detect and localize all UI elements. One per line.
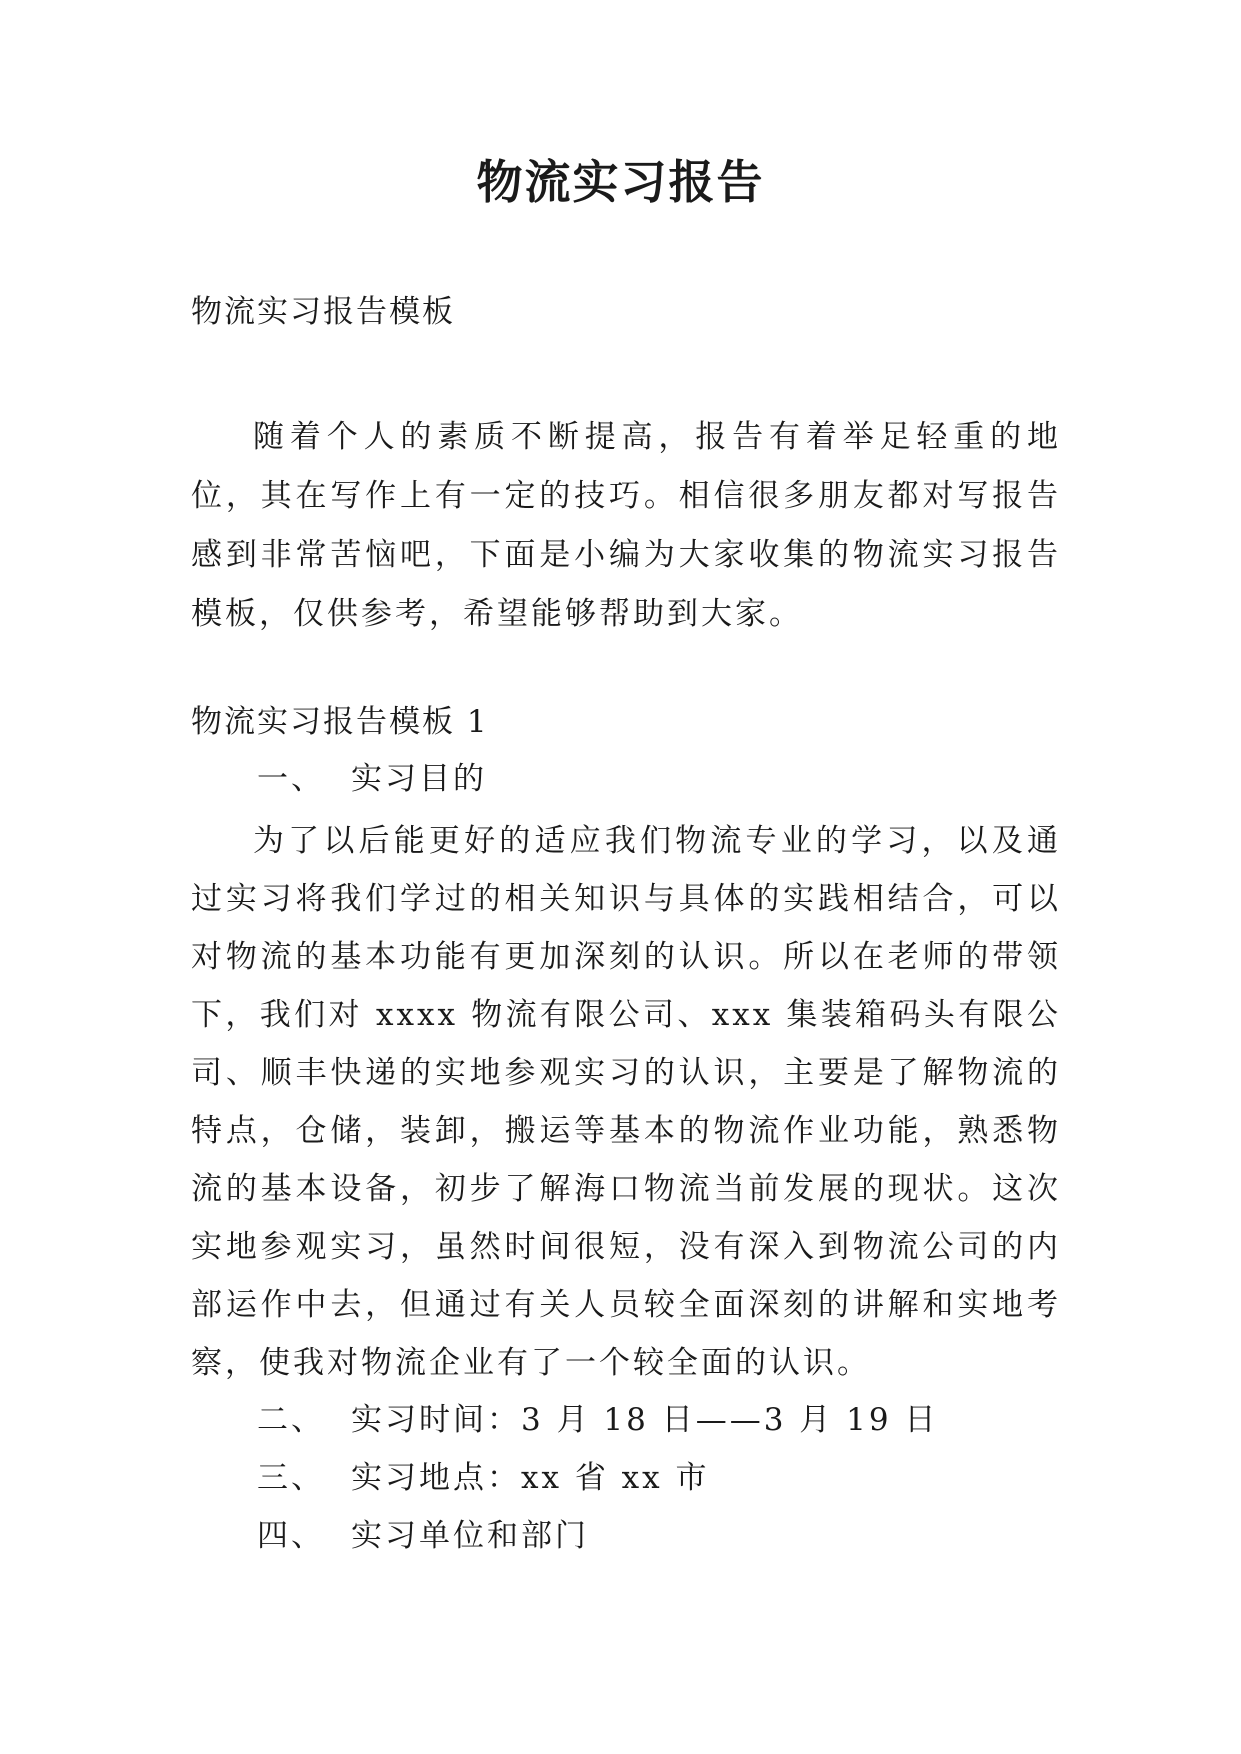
item-number: 四、 [257, 1518, 325, 1554]
item-number: 三、 [257, 1460, 325, 1496]
intro-paragraph: 随着个人的素质不断提高，报告有着举足轻重的地位，其在写作上有一定的技巧。相信很多朋友都对写报告感到非常苦恼吧，下面是小编为大家收集的物流实习报告模板，仅供参考，希望能够帮助到大家。 [191, 419, 1061, 632]
item-text: 实习目的 [351, 761, 487, 797]
item-number: 二、 [257, 1402, 325, 1438]
document-subtitle: 物流实习报告模板 [191, 294, 455, 330]
item-text: 实习单位和部门 [351, 1518, 589, 1554]
item-number: 一、 [257, 761, 325, 797]
purpose-paragraph: 为了以后能更好的适应我们物流专业的学习，以及通过实习将我们学过的相关知识与具体的实践相结合，可以对物流的基本功能有更加深刻的认识。所以在老师的带领下，我们对 xxxx 物流有限公司、xxx 集装箱码头有限公司、顺丰快递的实地参观实习的认识，主要是了解物流的特点，仓储，装卸，搬运等基本的物流作业功能，熟悉物流的基本设备，初步了解海口物流当前发展的现状。这次实地参观实习，虽然时间很短，没有深入到物流公司的内部运作中去，但通过有关人员较全面深刻的讲解和实地考察，使我对物流企业有了一个较全面的认识。 [191, 823, 1061, 1381]
item-unit [257, 1514, 589, 1558]
item-location [257, 1456, 710, 1500]
item-time [257, 1398, 938, 1442]
section-title: 物流实习报告模板 1 [191, 704, 489, 740]
item-purpose-heading [257, 757, 487, 801]
item-text: 实习时间：3 月 18 日——3 月 19 日 [351, 1402, 939, 1438]
item-text: 实习地点：xx 省 xx 市 [351, 1460, 710, 1496]
document-title: 物流实习报告 [476, 155, 765, 209]
